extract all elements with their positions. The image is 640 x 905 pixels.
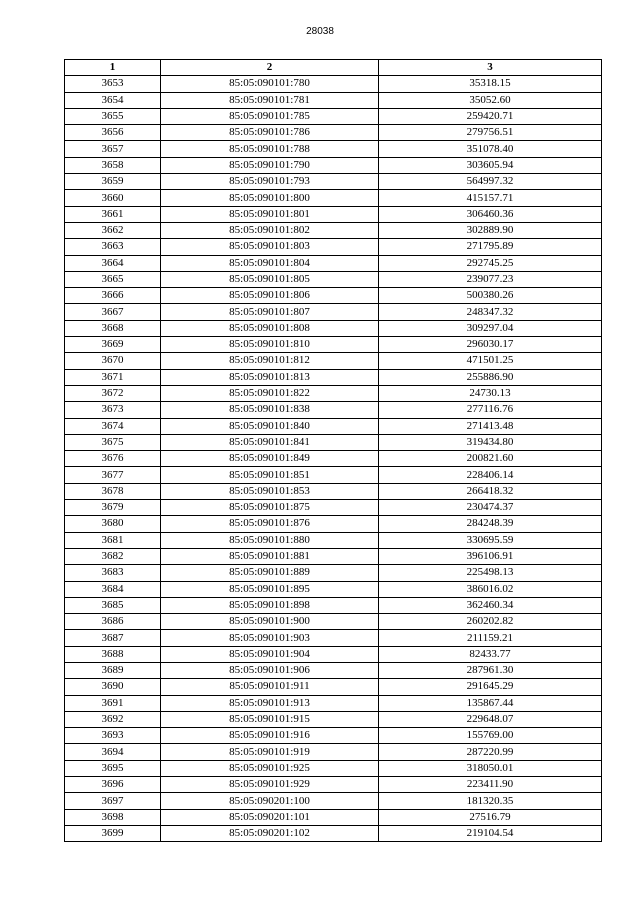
table-row [65, 337, 602, 353]
table-row [65, 125, 602, 141]
value-cell: 277116.76 [379, 402, 602, 418]
row-number-cell: 3655 [65, 108, 161, 124]
value-cell: 306460.36 [379, 206, 602, 222]
row-number-cell: 3696 [65, 777, 161, 793]
table-row [65, 662, 602, 678]
row-number-cell: 3665 [65, 271, 161, 287]
cadastral-number-cell: 85:05:090101:904 [161, 646, 379, 662]
row-number-cell: 3685 [65, 597, 161, 613]
table-row [65, 418, 602, 434]
value-cell: 228406.14 [379, 467, 602, 483]
value-cell: 302889.90 [379, 222, 602, 238]
cadastral-number-cell: 85:05:090101:781 [161, 92, 379, 108]
row-number-cell: 3693 [65, 728, 161, 744]
value-cell: 259420.71 [379, 108, 602, 124]
table-row [65, 614, 602, 630]
column-header-1: 1 [65, 60, 161, 76]
cadastral-number-cell: 85:05:090101:841 [161, 434, 379, 450]
cadastral-number-cell: 85:05:090101:793 [161, 174, 379, 190]
value-cell: 330695.59 [379, 532, 602, 548]
row-number-cell: 3678 [65, 483, 161, 499]
table-row [65, 239, 602, 255]
value-cell: 219104.54 [379, 825, 602, 841]
value-cell: 181320.35 [379, 793, 602, 809]
row-number-cell: 3694 [65, 744, 161, 760]
row-number-cell: 3660 [65, 190, 161, 206]
cadastral-number-cell: 85:05:090101:790 [161, 157, 379, 173]
table-row [65, 288, 602, 304]
cadastral-number-cell: 85:05:090101:876 [161, 516, 379, 532]
value-cell: 279756.51 [379, 125, 602, 141]
cadastral-number-cell: 85:05:090101:806 [161, 288, 379, 304]
table-row [65, 255, 602, 271]
value-cell: 82433.77 [379, 646, 602, 662]
table-row [65, 679, 602, 695]
table-row [65, 353, 602, 369]
value-cell: 225498.13 [379, 565, 602, 581]
table-row [65, 809, 602, 825]
cadastral-number-cell: 85:05:090101:786 [161, 125, 379, 141]
cadastral-number-cell: 85:05:090101:889 [161, 565, 379, 581]
table-row [65, 304, 602, 320]
table-row [65, 76, 602, 92]
row-number-cell: 3679 [65, 500, 161, 516]
value-cell: 362460.34 [379, 597, 602, 613]
row-number-cell: 3658 [65, 157, 161, 173]
value-cell: 155769.00 [379, 728, 602, 744]
value-cell: 24730.13 [379, 385, 602, 401]
cadastral-number-cell: 85:05:090101:851 [161, 467, 379, 483]
table-row [65, 206, 602, 222]
row-number-cell: 3672 [65, 385, 161, 401]
cadastral-number-cell: 85:05:090101:838 [161, 402, 379, 418]
value-cell: 471501.25 [379, 353, 602, 369]
value-cell: 35052.60 [379, 92, 602, 108]
row-number-cell: 3673 [65, 402, 161, 418]
value-cell: 239077.23 [379, 271, 602, 287]
table-row [65, 483, 602, 499]
table-row [65, 385, 602, 401]
table-row [65, 402, 602, 418]
table-row [65, 451, 602, 467]
value-cell: 260202.82 [379, 614, 602, 630]
table-row [65, 516, 602, 532]
cadastral-number-cell: 85:05:090201:102 [161, 825, 379, 841]
value-cell: 319434.80 [379, 434, 602, 450]
row-number-cell: 3666 [65, 288, 161, 304]
cadastral-number-cell: 85:05:090101:919 [161, 744, 379, 760]
table-body [65, 76, 602, 842]
value-cell: 351078.40 [379, 141, 602, 157]
table-row [65, 222, 602, 238]
cadastral-number-cell: 85:05:090101:880 [161, 532, 379, 548]
row-number-cell: 3674 [65, 418, 161, 434]
row-number-cell: 3686 [65, 614, 161, 630]
row-number-cell: 3688 [65, 646, 161, 662]
cadastral-number-cell: 85:05:090101:813 [161, 369, 379, 385]
row-number-cell: 3695 [65, 760, 161, 776]
value-cell: 564997.32 [379, 174, 602, 190]
table-header [65, 60, 602, 76]
table-row [65, 744, 602, 760]
cadastral-number-cell: 85:05:090101:788 [161, 141, 379, 157]
cadastral-number-cell: 85:05:090101:915 [161, 711, 379, 727]
row-number-cell: 3697 [65, 793, 161, 809]
table-row [65, 695, 602, 711]
cadastral-number-cell: 85:05:090101:804 [161, 255, 379, 271]
cadastral-number-cell: 85:05:090101:840 [161, 418, 379, 434]
row-number-cell: 3668 [65, 320, 161, 336]
cadastral-number-cell: 85:05:090101:853 [161, 483, 379, 499]
table-row [65, 92, 602, 108]
value-cell: 318050.01 [379, 760, 602, 776]
table-row [65, 646, 602, 662]
value-cell: 223411.90 [379, 777, 602, 793]
column-header-2: 2 [161, 60, 379, 76]
table-row [65, 141, 602, 157]
value-cell: 135867.44 [379, 695, 602, 711]
header-row [65, 60, 602, 76]
table-row [65, 565, 602, 581]
cadastral-number-cell: 85:05:090101:800 [161, 190, 379, 206]
value-cell: 229648.07 [379, 711, 602, 727]
cadastral-number-cell: 85:05:090101:898 [161, 597, 379, 613]
value-cell: 415157.71 [379, 190, 602, 206]
value-cell: 386016.02 [379, 581, 602, 597]
value-cell: 27516.79 [379, 809, 602, 825]
cadastral-number-cell: 85:05:090101:780 [161, 76, 379, 92]
value-cell: 271795.89 [379, 239, 602, 255]
row-number-cell: 3677 [65, 467, 161, 483]
table-row [65, 825, 602, 841]
cadastral-number-cell: 85:05:090101:812 [161, 353, 379, 369]
table-row [65, 760, 602, 776]
column-header-3: 3 [379, 60, 602, 76]
cadastral-number-cell: 85:05:090101:807 [161, 304, 379, 320]
value-cell: 230474.37 [379, 500, 602, 516]
value-cell: 266418.32 [379, 483, 602, 499]
table-row [65, 777, 602, 793]
table-row [65, 174, 602, 190]
cadastral-table [64, 59, 602, 842]
table-row [65, 597, 602, 613]
row-number-cell: 3680 [65, 516, 161, 532]
value-cell: 287220.99 [379, 744, 602, 760]
row-number-cell: 3662 [65, 222, 161, 238]
row-number-cell: 3681 [65, 532, 161, 548]
table-row [65, 369, 602, 385]
row-number-cell: 3690 [65, 679, 161, 695]
table-row [65, 434, 602, 450]
table-row [65, 793, 602, 809]
value-cell: 271413.48 [379, 418, 602, 434]
cadastral-number-cell: 85:05:090101:895 [161, 581, 379, 597]
cadastral-number-cell: 85:05:090101:802 [161, 222, 379, 238]
table-row [65, 548, 602, 564]
row-number-cell: 3682 [65, 548, 161, 564]
row-number-cell: 3670 [65, 353, 161, 369]
value-cell: 248347.32 [379, 304, 602, 320]
cadastral-number-cell: 85:05:090101:911 [161, 679, 379, 695]
table-row [65, 728, 602, 744]
value-cell: 35318.15 [379, 76, 602, 92]
table-row [65, 500, 602, 516]
cadastral-number-cell: 85:05:090101:881 [161, 548, 379, 564]
table-row [65, 190, 602, 206]
row-number-cell: 3691 [65, 695, 161, 711]
row-number-cell: 3664 [65, 255, 161, 271]
row-number-cell: 3667 [65, 304, 161, 320]
row-number-cell: 3659 [65, 174, 161, 190]
row-number-cell: 3669 [65, 337, 161, 353]
cadastral-number-cell: 85:05:090101:810 [161, 337, 379, 353]
value-cell: 292745.25 [379, 255, 602, 271]
table-row [65, 711, 602, 727]
row-number-cell: 3692 [65, 711, 161, 727]
cadastral-number-cell: 85:05:090101:925 [161, 760, 379, 776]
value-cell: 303605.94 [379, 157, 602, 173]
row-number-cell: 3656 [65, 125, 161, 141]
cadastral-number-cell: 85:05:090101:875 [161, 500, 379, 516]
row-number-cell: 3687 [65, 630, 161, 646]
table-row [65, 271, 602, 287]
row-number-cell: 3671 [65, 369, 161, 385]
value-cell: 255886.90 [379, 369, 602, 385]
row-number-cell: 3657 [65, 141, 161, 157]
cadastral-number-cell: 85:05:090101:822 [161, 385, 379, 401]
cadastral-number-cell: 85:05:090101:808 [161, 320, 379, 336]
table-row [65, 630, 602, 646]
table-row [65, 467, 602, 483]
cadastral-number-cell: 85:05:090101:801 [161, 206, 379, 222]
table-row [65, 108, 602, 124]
row-number-cell: 3689 [65, 662, 161, 678]
value-cell: 211159.21 [379, 630, 602, 646]
row-number-cell: 3654 [65, 92, 161, 108]
cadastral-number-cell: 85:05:090101:803 [161, 239, 379, 255]
cadastral-number-cell: 85:05:090101:916 [161, 728, 379, 744]
value-cell: 291645.29 [379, 679, 602, 695]
row-number-cell: 3663 [65, 239, 161, 255]
table-row [65, 532, 602, 548]
row-number-cell: 3676 [65, 451, 161, 467]
cadastral-number-cell: 85:05:090101:785 [161, 108, 379, 124]
cadastral-number-cell: 85:05:090101:903 [161, 630, 379, 646]
value-cell: 284248.39 [379, 516, 602, 532]
cadastral-number-cell: 85:05:090101:906 [161, 662, 379, 678]
row-number-cell: 3684 [65, 581, 161, 597]
row-number-cell: 3661 [65, 206, 161, 222]
cadastral-number-cell: 85:05:090101:913 [161, 695, 379, 711]
cadastral-number-cell: 85:05:090101:849 [161, 451, 379, 467]
table-row [65, 157, 602, 173]
table-row [65, 320, 602, 336]
row-number-cell: 3653 [65, 76, 161, 92]
page-number: 28038 [306, 26, 334, 37]
row-number-cell: 3698 [65, 809, 161, 825]
cadastral-number-cell: 85:05:090101:900 [161, 614, 379, 630]
row-number-cell: 3699 [65, 825, 161, 841]
value-cell: 309297.04 [379, 320, 602, 336]
cadastral-number-cell: 85:05:090101:805 [161, 271, 379, 287]
value-cell: 296030.17 [379, 337, 602, 353]
cadastral-number-cell: 85:05:090201:100 [161, 793, 379, 809]
row-number-cell: 3675 [65, 434, 161, 450]
cadastral-number-cell: 85:05:090201:101 [161, 809, 379, 825]
cadastral-number-cell: 85:05:090101:929 [161, 777, 379, 793]
value-cell: 500380.26 [379, 288, 602, 304]
value-cell: 287961.30 [379, 662, 602, 678]
table-row [65, 581, 602, 597]
value-cell: 200821.60 [379, 451, 602, 467]
row-number-cell: 3683 [65, 565, 161, 581]
value-cell: 396106.91 [379, 548, 602, 564]
